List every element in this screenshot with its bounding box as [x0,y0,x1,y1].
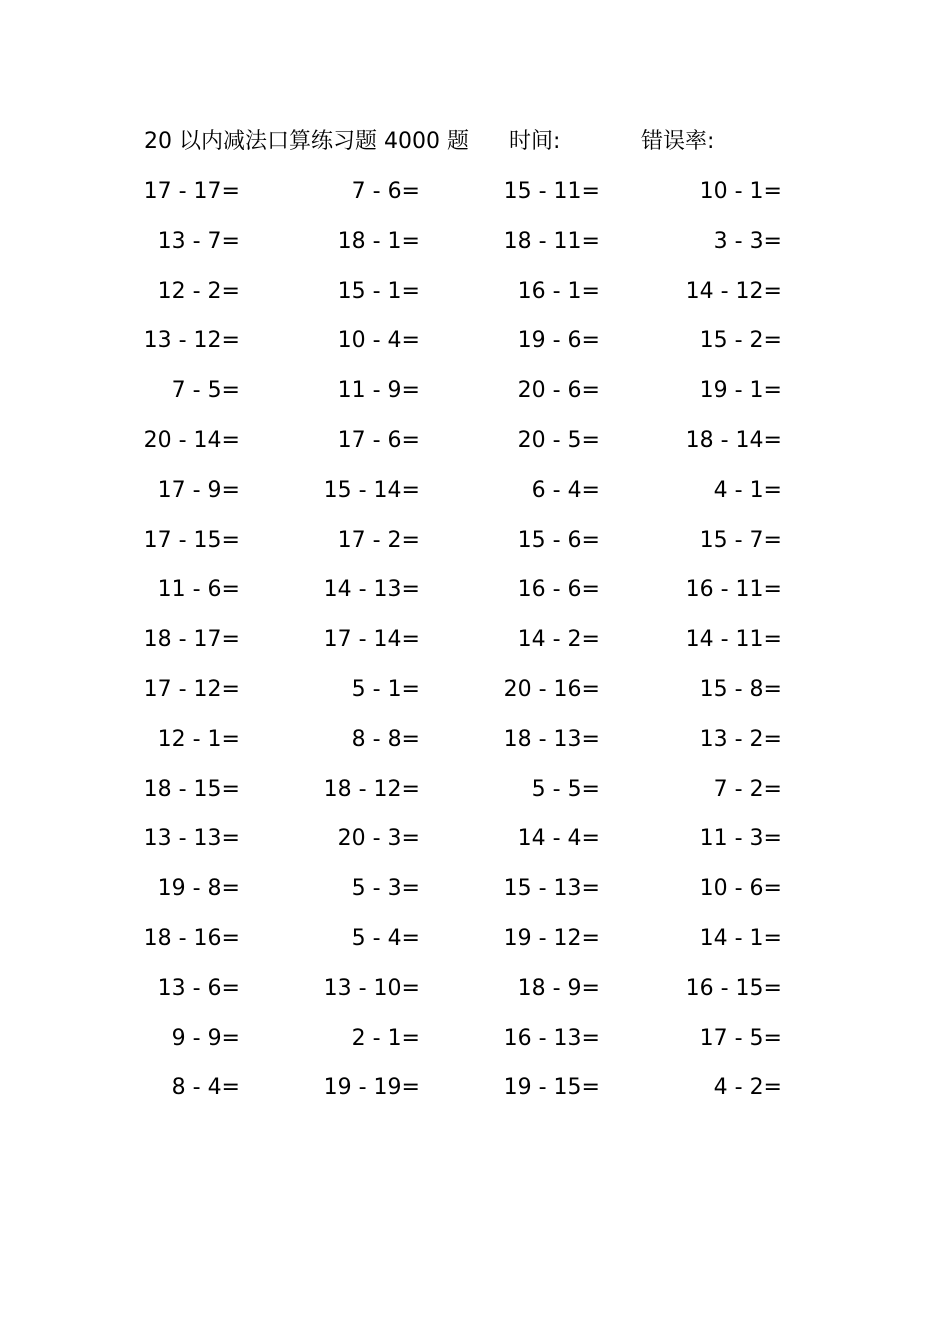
problem-row [0,720,950,770]
problem-item: 4 - 1= [713,477,782,503]
problem-item: 5 - 1= [351,676,420,702]
problem-row [0,471,950,521]
problem-item: 11 - 3= [699,826,782,852]
problem-row [0,172,950,222]
problem-item: 7 - 2= [713,776,782,802]
problem-item: 3 - 3= [713,228,782,254]
problem-item: 15 - 6= [517,527,600,553]
problem-row [0,770,950,820]
problem-item: 14 - 2= [517,627,600,653]
problem-item: 17 - 9= [157,477,240,503]
problem-item: 9 - 9= [171,1025,240,1051]
time-label: 时间: [509,129,561,154]
problem-row [0,371,950,421]
problem-item: 13 - 6= [157,975,240,1001]
problem-item: 19 - 19= [323,1075,420,1101]
problem-row [0,1068,950,1118]
problem-item: 14 - 1= [699,925,782,951]
problem-item: 17 - 15= [143,527,240,553]
problem-item: 19 - 8= [157,876,240,902]
problem-item: 10 - 6= [699,876,782,902]
problem-row [0,421,950,471]
problem-item: 11 - 6= [157,577,240,603]
problem-item: 19 - 15= [503,1075,600,1101]
problem-row [0,819,950,869]
problem-item: 18 - 1= [337,228,420,254]
problem-item: 18 - 14= [685,427,782,453]
problem-item: 16 - 11= [685,577,782,603]
problem-item: 17 - 12= [143,676,240,702]
problem-item: 5 - 3= [351,876,420,902]
problem-item: 8 - 4= [171,1075,240,1101]
problem-item: 15 - 13= [503,876,600,902]
problem-row [0,521,950,571]
problem-item: 4 - 2= [713,1075,782,1101]
problem-item: 17 - 2= [337,527,420,553]
problem-item: 17 - 14= [323,627,420,653]
problem-item: 19 - 1= [699,378,782,404]
problem-item: 17 - 6= [337,427,420,453]
problem-row [0,919,950,969]
problem-item: 16 - 13= [503,1025,600,1051]
problem-item: 14 - 13= [323,577,420,603]
problem-item: 13 - 7= [157,228,240,254]
problem-item: 17 - 17= [143,179,240,204]
problem-item: 15 - 7= [699,527,782,553]
problem-item: 16 - 15= [685,975,782,1001]
problem-row [0,272,950,322]
problem-item: 20 - 3= [337,826,420,852]
problem-item: 2 - 1= [351,1025,420,1051]
problem-item: 20 - 16= [503,676,600,702]
problem-item: 12 - 2= [157,278,240,304]
problem-item: 18 - 13= [503,726,600,752]
problem-item: 13 - 12= [143,328,240,354]
problem-item: 18 - 15= [143,776,240,802]
problem-item: 18 - 12= [323,776,420,802]
problem-item: 15 - 11= [503,179,600,204]
problem-item: 7 - 5= [171,378,240,404]
problem-item: 19 - 12= [503,925,600,951]
problem-item: 14 - 4= [517,826,600,852]
problem-item: 13 - 13= [143,826,240,852]
problem-item: 7 - 6= [351,179,420,204]
problem-item: 15 - 8= [699,676,782,702]
problem-item: 10 - 4= [337,328,420,354]
problem-item: 18 - 17= [143,627,240,653]
problem-grid [0,172,950,1118]
problem-item: 18 - 11= [503,228,600,254]
problem-item: 20 - 14= [143,427,240,453]
problem-row [0,670,950,720]
problem-item: 13 - 10= [323,975,420,1001]
problem-item: 12 - 1= [157,726,240,752]
problem-item: 18 - 9= [517,975,600,1001]
problem-item: 14 - 12= [685,278,782,304]
error-rate-label: 错误率: [641,129,715,154]
problem-item: 20 - 6= [517,378,600,404]
problem-item: 10 - 1= [699,179,782,204]
page-title: 20 以内减法口算练习题 4000 题 [144,129,469,154]
problem-item: 15 - 1= [337,278,420,304]
worksheet-header [0,124,950,160]
problem-row [0,222,950,272]
problem-item: 16 - 6= [517,577,600,603]
problem-item: 19 - 6= [517,328,600,354]
problem-row [0,1019,950,1069]
problem-item: 11 - 9= [337,378,420,404]
problem-row [0,969,950,1019]
problem-row [0,869,950,919]
problem-item: 6 - 4= [531,477,600,503]
problem-item: 16 - 1= [517,278,600,304]
problem-item: 15 - 2= [699,328,782,354]
problem-item: 5 - 5= [531,776,600,802]
problem-row [0,570,950,620]
problem-row [0,620,950,670]
problem-item: 14 - 11= [685,627,782,653]
problem-item: 17 - 5= [699,1025,782,1051]
problem-item: 8 - 8= [351,726,420,752]
problem-row [0,321,950,371]
problem-item: 5 - 4= [351,925,420,951]
problem-item: 18 - 16= [143,925,240,951]
problem-item: 20 - 5= [517,427,600,453]
problem-item: 15 - 14= [323,477,420,503]
problem-item: 13 - 2= [699,726,782,752]
